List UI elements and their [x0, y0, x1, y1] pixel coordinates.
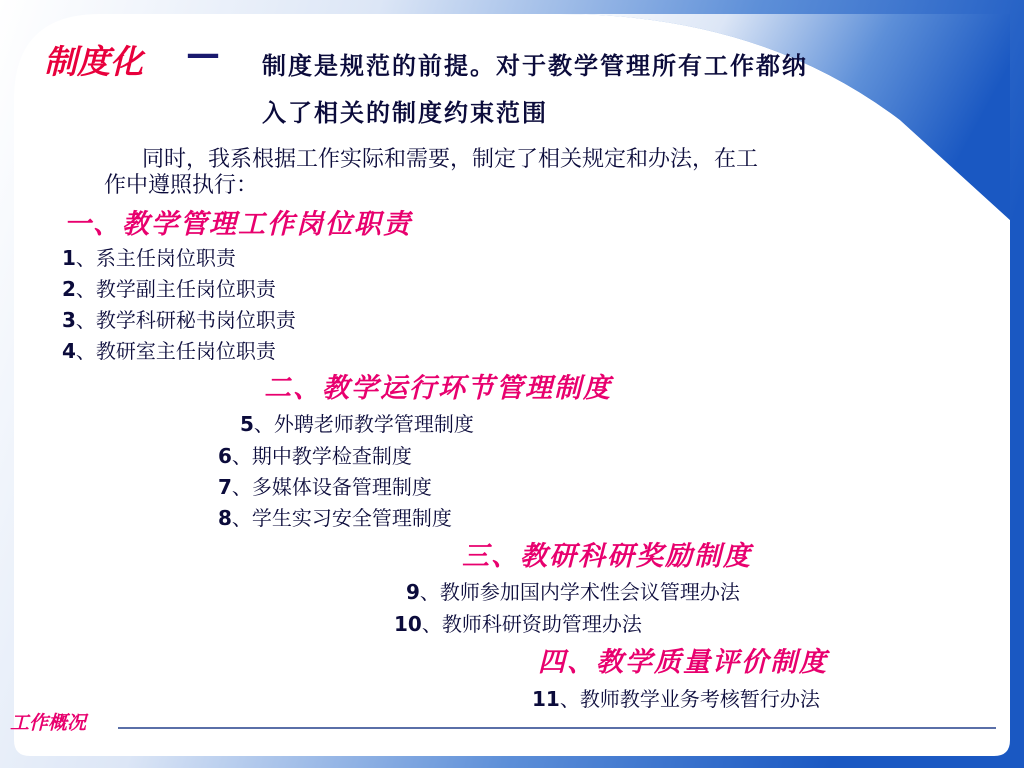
item-number: 6	[218, 444, 232, 468]
footer-section-label: 工作概况	[10, 712, 87, 734]
item-text: 、多媒体设备管理制度	[231, 475, 432, 499]
list-item	[532, 683, 820, 712]
list-item	[218, 502, 452, 531]
item-number: 9	[406, 580, 420, 604]
item-number: 10	[394, 612, 422, 636]
item-number: 11	[532, 687, 560, 711]
item-number: 5	[240, 412, 254, 436]
intro-line-1: 同时，我系根据工作实际和需要，制定了相关规定和办法，在工	[142, 147, 759, 172]
list-item	[394, 608, 642, 637]
item-number: 8	[218, 506, 232, 530]
list-item	[406, 576, 740, 605]
item-text: 、系主任岗位职责	[75, 246, 236, 270]
list-item	[218, 440, 412, 469]
item-text: 、外聘老师教学管理制度	[253, 412, 474, 436]
list-item	[218, 471, 432, 500]
item-text: 、期中教学检查制度	[231, 444, 412, 468]
item-text: 、教师教学业务考核暂行办法	[559, 687, 820, 711]
list-item	[62, 273, 276, 302]
section-heading-2: 二、教学运行环节管理制度	[264, 373, 612, 404]
title-keyword: 制度化	[44, 42, 143, 81]
item-text: 、学生实习安全管理制度	[231, 506, 452, 530]
item-text: 、教学科研秘书岗位职责	[75, 308, 296, 332]
footer-divider	[118, 727, 996, 729]
title-line-1: 制度是规范的前提。对于教学管理所有工作都纳	[262, 52, 808, 80]
section-heading-3: 三、教研科研奖励制度	[462, 541, 752, 572]
item-text: 、教师科研资助管理办法	[421, 612, 642, 636]
list-item	[62, 242, 236, 271]
section-heading-4: 四、教学质量评价制度	[538, 647, 828, 678]
intro-line-2: 作中遵照执行：	[104, 173, 259, 198]
item-number: 3	[62, 308, 76, 332]
item-number: 2	[62, 277, 76, 301]
item-text: 、教师参加国内学术性会议管理办法	[419, 580, 740, 604]
list-item	[240, 408, 474, 437]
title-dash: —	[186, 34, 220, 74]
item-number: 7	[218, 475, 232, 499]
item-number: 4	[62, 339, 76, 363]
item-text: 、教学副主任岗位职责	[75, 277, 276, 301]
list-item	[62, 335, 276, 364]
item-text: 、教研室主任岗位职责	[75, 339, 276, 363]
section-heading-1: 一、教学管理工作岗位职责	[64, 209, 412, 240]
item-number: 1	[62, 246, 76, 270]
list-item	[62, 304, 296, 333]
title-line-2: 入了相关的制度约束范围	[262, 99, 548, 127]
